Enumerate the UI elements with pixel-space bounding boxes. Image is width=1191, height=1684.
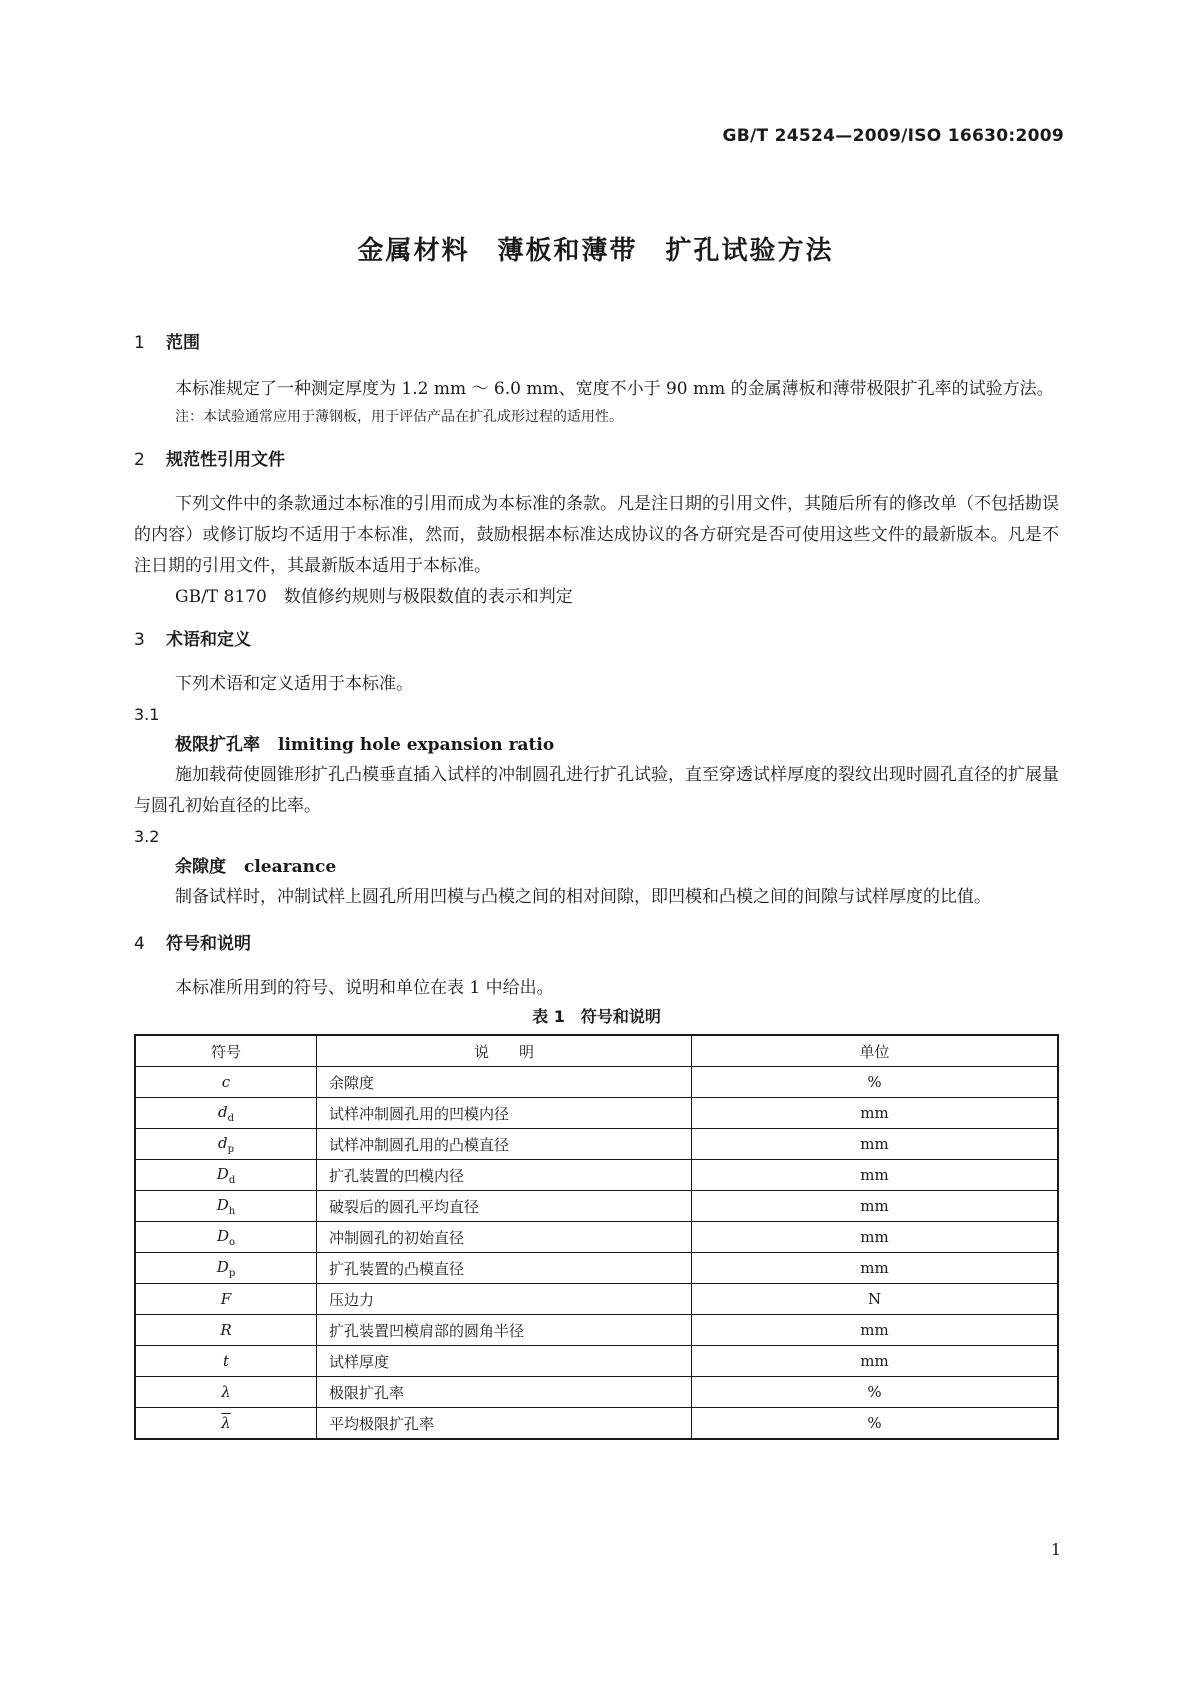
description-cell: 试样厚度 — [317, 1346, 692, 1377]
symbol-cell — [135, 1377, 317, 1408]
table-row — [135, 1160, 1058, 1191]
description-cell: 平均极限扩孔率 — [317, 1408, 692, 1440]
symbol-subscript: o — [229, 1236, 236, 1248]
clause-number: 3.1 — [134, 705, 160, 724]
unit-cell: mm — [692, 1098, 1059, 1129]
table-row — [135, 1408, 1058, 1440]
term-english: limiting hole expansion ratio — [278, 735, 555, 755]
symbol-cell — [135, 1408, 317, 1440]
section-number: 4 — [134, 934, 145, 954]
symbol-main: d — [217, 1133, 228, 1152]
unit-cell: mm — [692, 1222, 1059, 1253]
symbol-subscript: h — [228, 1205, 236, 1217]
term-chinese: 极限扩孔率 — [175, 735, 260, 755]
description-cell: 破裂后的圆孔平均直径 — [317, 1191, 692, 1222]
table-header-row — [135, 1035, 1058, 1067]
symbol-cell — [135, 1098, 317, 1129]
description-cell: 试样冲制圆孔用的凹模内径 — [317, 1098, 692, 1129]
clause-number: 3.2 — [134, 827, 160, 846]
section-title: 符号和说明 — [166, 934, 251, 954]
unit-cell: % — [692, 1377, 1059, 1408]
symbol-main: λ — [221, 1383, 231, 1401]
section-title: 术语和定义 — [166, 630, 251, 650]
symbol-cell — [135, 1253, 317, 1284]
unit-cell: % — [692, 1067, 1059, 1098]
scope-paragraph: 本标准规定了一种测定厚度为 1.2 mm ～ 6.0 mm、宽度不小于 90 mm 的金属薄板和薄带极限扩孔率的试验方法。 — [175, 379, 1054, 399]
description-cell: 试样冲制圆孔用的凸模直径 — [317, 1129, 692, 1160]
description-cell: 余隙度 — [317, 1067, 692, 1098]
symbol-cell — [135, 1160, 317, 1191]
unit-cell: mm — [692, 1315, 1059, 1346]
symbol-main: R — [220, 1321, 232, 1339]
description-cell: 扩孔装置的凸模直径 — [317, 1253, 692, 1284]
table-row — [135, 1098, 1058, 1129]
document-body — [134, 330, 1059, 1440]
section-title: 规范性引用文件 — [166, 450, 285, 470]
table-row — [135, 1191, 1058, 1222]
symbol-main: d — [217, 1102, 228, 1121]
term-entry — [134, 730, 1059, 760]
unit-cell: mm — [692, 1160, 1059, 1191]
description-cell: 扩孔装置的凹模内径 — [317, 1160, 692, 1191]
section-number: 2 — [134, 450, 145, 470]
symbols-table — [134, 1034, 1059, 1440]
unit-cell: mm — [692, 1253, 1059, 1284]
terms-intro-paragraph: 下列术语和定义适用于本标准。 — [175, 674, 413, 694]
symbol-cell — [135, 1222, 317, 1253]
symbol-main: c — [221, 1073, 231, 1091]
symbol-main: t — [222, 1352, 230, 1370]
term-english: clearance — [244, 857, 337, 877]
symbol-subscript: p — [228, 1267, 236, 1279]
symbol-main: F — [220, 1290, 232, 1308]
symbol-main: $\overline{\lambda}$ — [221, 1414, 231, 1432]
symbol-cell — [135, 1129, 317, 1160]
symbol-main: D — [216, 1164, 229, 1183]
standard-code: GB/T 24524—2009/ISO 16630:2009 — [722, 126, 1064, 146]
symbol-main: D — [216, 1195, 229, 1214]
symbol-cell — [135, 1284, 317, 1315]
description-cell: 冲制圆孔的初始直径 — [317, 1222, 692, 1253]
section-1-heading — [134, 330, 1059, 356]
table-row — [135, 1284, 1058, 1315]
symbol-subscript: d — [227, 1112, 234, 1124]
unit-cell: mm — [692, 1346, 1059, 1377]
symbol-main: D — [216, 1257, 229, 1276]
page-number: 1 — [1050, 1540, 1061, 1559]
unit-cell: mm — [692, 1191, 1059, 1222]
term-definition: 制备试样时，冲制试样上圆孔所用凹模与凸模之间的相对间隙，即凹模和凸模之间的间隙与试样厚度的比值。 — [175, 887, 991, 907]
description-cell: 压边力 — [317, 1284, 692, 1315]
symbol-subscript: d — [228, 1174, 236, 1186]
unit-cell: % — [692, 1408, 1059, 1440]
table-row — [135, 1222, 1058, 1253]
table-body — [135, 1067, 1058, 1440]
table-row — [135, 1129, 1058, 1160]
term-entry — [134, 852, 1059, 882]
symbol-cell — [135, 1191, 317, 1222]
term-definition: 施加载荷使圆锥形扩孔凸模垂直插入试样的冲制圆孔进行扩孔试验，直至穿透试样厚度的裂纹出现时圆孔直径的扩展量与圆孔初始直径的比率。 — [134, 765, 1059, 816]
column-header-description: 说 明 — [317, 1035, 692, 1067]
symbol-cell — [135, 1067, 317, 1098]
normative-reference-item: GB/T 8170 数值修约规则与极限数值的表示和判定 — [175, 587, 573, 607]
symbol-main: D — [216, 1226, 229, 1245]
unit-cell: N — [692, 1284, 1059, 1315]
table-row — [135, 1253, 1058, 1284]
description-cell: 极限扩孔率 — [317, 1377, 692, 1408]
table-row — [135, 1315, 1058, 1346]
table-row — [135, 1067, 1058, 1098]
term-chinese: 余隙度 — [175, 857, 226, 877]
table-row — [135, 1377, 1058, 1408]
table-caption: 表 1 符号和说明 — [532, 1007, 661, 1026]
symbol-subscript: p — [227, 1143, 234, 1155]
section-4-heading — [134, 931, 1059, 957]
section-title: 范围 — [166, 333, 200, 353]
section-number: 1 — [134, 333, 145, 353]
normative-references-paragraph: 下列文件中的条款通过本标准的引用而成为本标准的条款。凡是注日期的引用文件，其随后所有的修改单（不包括勘误的内容）或修订版均不适用于本标准，然而，鼓励根据本标准达成协议的各方研究是否可使用这些文件的最新版本。凡是不注日期的引用文件，其最新版本适用于本标准。 — [134, 494, 1059, 576]
column-header-symbol: 符号 — [135, 1035, 317, 1067]
unit-cell: mm — [692, 1129, 1059, 1160]
section-3-heading — [134, 627, 1059, 653]
symbol-cell — [135, 1346, 317, 1377]
column-header-unit: 单位 — [692, 1035, 1059, 1067]
section-number: 3 — [134, 630, 145, 650]
description-cell: 扩孔装置凹模肩部的圆角半径 — [317, 1315, 692, 1346]
section-2-heading — [134, 447, 1059, 473]
symbols-intro-paragraph: 本标准所用到的符号、说明和单位在表 1 中给出。 — [175, 978, 554, 998]
scope-note: 注：本试验通常应用于薄钢板，用于评估产品在扩孔成形过程的适用性。 — [175, 409, 623, 425]
document-title: 金属材料 薄板和薄带 扩孔试验方法 — [357, 236, 834, 266]
symbol-cell — [135, 1315, 317, 1346]
table-row — [135, 1346, 1058, 1377]
